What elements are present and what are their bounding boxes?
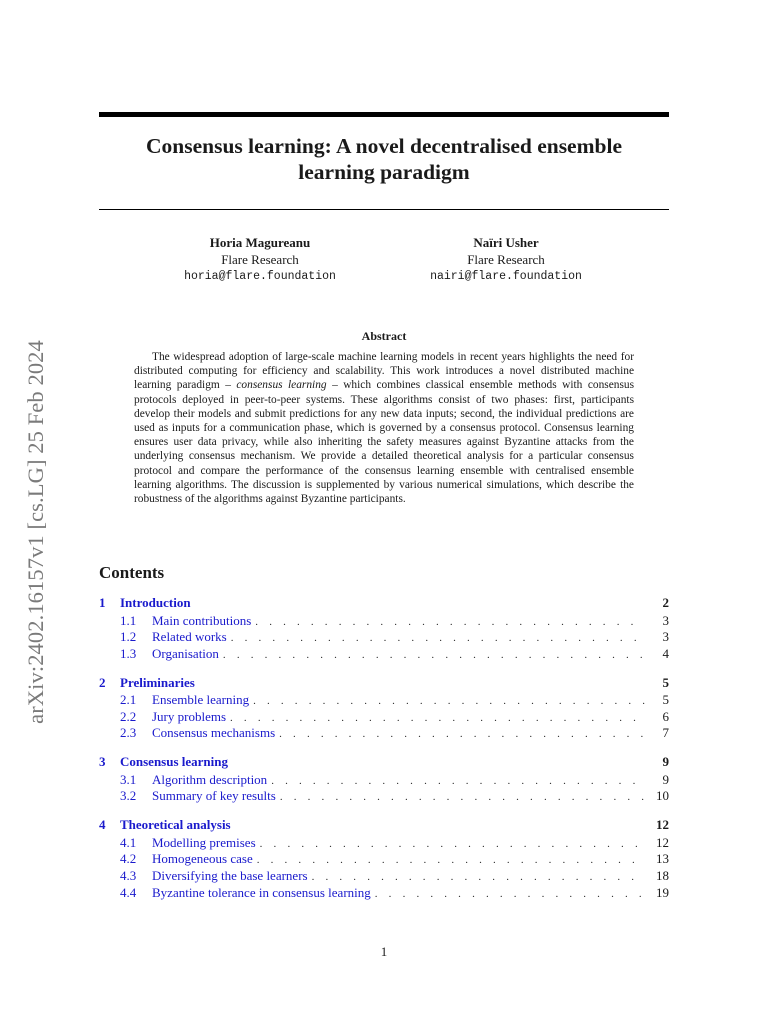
toc-page-number: 5 (662, 674, 669, 690)
toc-subsection-link[interactable]: Modelling premises (152, 834, 256, 850)
author-email[interactable]: horia@flare.foundation (184, 270, 336, 283)
toc-section (99, 675, 669, 743)
toc-leader-dots (260, 838, 645, 850)
toc-section-link[interactable]: Introduction (120, 595, 191, 610)
toc-section-link[interactable]: Theoretical analysis (120, 817, 231, 832)
toc-section-number: 1 (99, 595, 106, 610)
toc-page-number: 4 (662, 645, 669, 661)
arxiv-identifier-stamp[interactable]: arXiv:2402.16157v1 [cs.LG] 25 Feb 2024 (23, 340, 48, 724)
toc-subsection-link[interactable]: Main contributions (152, 612, 252, 628)
table-of-contents (99, 595, 669, 913)
toc-section-entry[interactable] (99, 595, 669, 613)
toc-section (99, 595, 669, 663)
toc-subsection-link[interactable]: Jury problems (152, 708, 227, 724)
toc-page-number: 18 (656, 867, 669, 883)
toc-subsection-entry[interactable] (99, 772, 669, 789)
toc-subsection-number: 1.1 (120, 612, 137, 628)
toc-page-number: 12 (656, 834, 669, 850)
toc-subsection-link[interactable]: Organisation (152, 645, 219, 661)
title-top-rule (99, 112, 669, 117)
toc-page-number: 3 (662, 612, 669, 628)
toc-page-number: 3 (662, 629, 669, 645)
toc-subsection-link[interactable]: Ensemble learning (152, 692, 250, 708)
page-number: 1 (380, 944, 388, 959)
author-block (150, 234, 370, 285)
toc-page-number: 6 (662, 708, 669, 724)
toc-subsection-entry[interactable] (99, 788, 669, 805)
toc-subsection-number: 2.2 (120, 708, 137, 724)
toc-leader-dots (280, 791, 645, 803)
toc-page-number: 13 (656, 851, 669, 867)
toc-page-number: 12 (656, 817, 669, 832)
toc-subsection-entry[interactable] (99, 646, 669, 663)
abstract-emphasis: consensus learning (236, 379, 327, 392)
toc-section-number: 2 (99, 674, 106, 690)
toc-page-number: 2 (662, 595, 669, 610)
toc-leader-dots (375, 888, 645, 900)
toc-subsection-entry[interactable] (99, 851, 669, 868)
toc-section (99, 817, 669, 901)
toc-subsection-number: 2.3 (120, 725, 137, 741)
abstract-body (134, 350, 634, 506)
toc-subsection-entry[interactable] (99, 613, 669, 630)
toc-page-number: 5 (662, 692, 669, 708)
toc-section-entry[interactable] (99, 817, 669, 835)
toc-leader-dots (253, 695, 645, 707)
toc-leader-dots (223, 649, 645, 661)
abstract-text-part-2: – which combines classical ensemble methods with consensus protocols deployed in peer-to-peer systems. These algorithms consist of two phases: first, participants develop their models and submit predictions for any new data inputs; second, the individual predictions are used as inputs for a communication phase, which is governed by a consensus protocol. Consensus learning ensures user data privacy, while also inheriting the safety measures against Byzantine attacks from the underlying consensus mechanism. We provide a detailed theoretical analysis for a particular consensus protocol and compare the performance of the consensus learning ensemble with centralised ensemble learning algorithms. The discussion is supplemented by various numerical simulations, which describe the robustness of the algorithms against Byzantine participants. (134, 379, 635, 506)
toc-subsection-entry[interactable] (99, 725, 669, 742)
author-name: Naïri Usher (473, 235, 539, 250)
abstract-heading: Abstract (361, 329, 407, 343)
author-name: Horia Magureanu (209, 235, 311, 250)
toc-subsection-entry[interactable] (99, 709, 669, 726)
toc-section-entry[interactable] (99, 754, 669, 772)
toc-subsection-link[interactable]: Consensus mechanisms (152, 725, 276, 741)
toc-subsection-number: 4.2 (120, 851, 137, 867)
toc-leader-dots (271, 775, 645, 787)
toc-page-number: 19 (656, 884, 669, 900)
author-affiliation: Flare Research (467, 252, 545, 267)
author-email[interactable]: nairi@flare.foundation (430, 270, 582, 283)
toc-subsection-number: 4.1 (120, 834, 137, 850)
toc-page-number: 9 (662, 754, 669, 770)
toc-section-link[interactable]: Preliminaries (120, 674, 195, 690)
toc-leader-dots (279, 728, 645, 740)
toc-subsection-link[interactable]: Algorithm description (152, 771, 268, 787)
toc-section-link[interactable]: Consensus learning (120, 754, 228, 770)
toc-page-number: 7 (662, 725, 669, 741)
toc-subsection-number: 3.2 (120, 788, 137, 804)
toc-subsection-link[interactable]: Diversifying the base learners (152, 867, 308, 883)
abstract-text-part-1: The widespread adoption of large-scale machine learning models in recent years highlights the need for distributed computing for efficiency and scalability. This work introduces a novel distributed machine learning paradigm – (134, 351, 634, 392)
toc-subsection-number: 3.1 (120, 771, 137, 787)
toc-subsection-entry[interactable] (99, 692, 669, 709)
toc-section-number: 3 (99, 754, 106, 770)
toc-page-number: 10 (656, 788, 669, 804)
toc-subsection-number: 4.3 (120, 867, 137, 883)
toc-subsection-entry[interactable] (99, 868, 669, 885)
toc-subsection-number: 4.4 (120, 884, 137, 900)
paper-title-line-2: learning paradigm (298, 160, 470, 184)
toc-subsection-link[interactable]: Homogeneous case (152, 851, 253, 867)
toc-leader-dots (230, 712, 645, 724)
toc-subsection-link[interactable]: Related works (152, 629, 227, 645)
toc-section-entry[interactable] (99, 675, 669, 693)
toc-subsection-link[interactable]: Byzantine tolerance in consensus learning (152, 884, 371, 900)
toc-leader-dots (257, 854, 645, 866)
paper-title-line-1: Consensus learning: A novel decentralised ensemble (145, 134, 622, 158)
author-block (396, 234, 616, 285)
toc-subsection-number: 1.2 (120, 629, 137, 645)
author-affiliation: Flare Research (221, 252, 299, 267)
toc-leader-dots (255, 616, 645, 628)
toc-subsection-entry[interactable] (99, 835, 669, 852)
toc-subsection-number: 2.1 (120, 692, 137, 708)
toc-section (99, 754, 669, 805)
title-bottom-rule (99, 209, 669, 210)
toc-leader-dots (231, 632, 645, 644)
toc-subsection-entry[interactable] (99, 629, 669, 646)
toc-leader-dots (312, 871, 645, 883)
toc-subsection-link[interactable]: Summary of key results (152, 788, 276, 804)
toc-page-number: 9 (662, 771, 669, 787)
paper-title (99, 133, 669, 185)
toc-section-number: 4 (99, 817, 106, 832)
toc-subsection-number: 1.3 (120, 645, 137, 661)
toc-subsection-entry[interactable] (99, 885, 669, 902)
contents-heading: Contents (99, 563, 165, 582)
